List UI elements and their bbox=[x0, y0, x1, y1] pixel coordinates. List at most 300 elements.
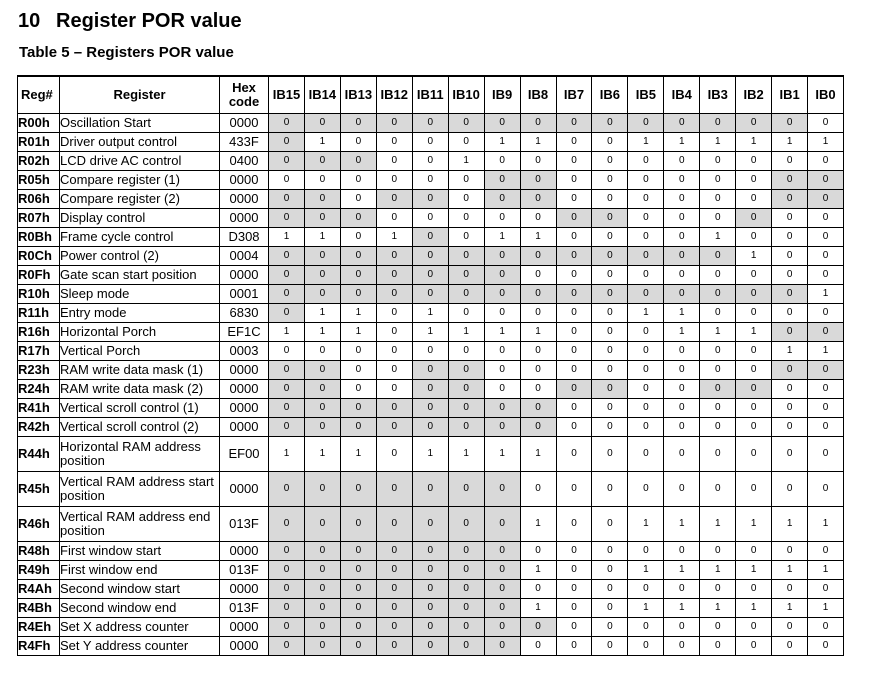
bit-cell: 0 bbox=[304, 189, 340, 208]
bit-cell: 0 bbox=[592, 598, 628, 617]
bit-cell: 1 bbox=[269, 227, 305, 246]
bit-cell: 0 bbox=[808, 189, 844, 208]
bit-cell: 0 bbox=[700, 360, 736, 379]
bit-cell: 0 bbox=[736, 265, 772, 284]
bit-cell: 0 bbox=[340, 579, 376, 598]
bit-cell: 0 bbox=[448, 617, 484, 636]
table-header-row bbox=[18, 76, 844, 113]
bit-cell: 0 bbox=[340, 189, 376, 208]
bit-cell: 0 bbox=[340, 360, 376, 379]
table-row bbox=[18, 360, 844, 379]
bit-cell: 1 bbox=[304, 303, 340, 322]
column-header-ib6: IB6 bbox=[592, 76, 628, 113]
hex-code: 0000 bbox=[220, 636, 269, 655]
hex-code: 0000 bbox=[220, 189, 269, 208]
bit-cell: 0 bbox=[340, 617, 376, 636]
bit-cell: 0 bbox=[772, 617, 808, 636]
bit-cell: 0 bbox=[736, 113, 772, 132]
hex-code: 0001 bbox=[220, 284, 269, 303]
bit-cell: 0 bbox=[520, 341, 556, 360]
bit-cell: 0 bbox=[340, 113, 376, 132]
bit-cell: 1 bbox=[808, 598, 844, 617]
table-row bbox=[18, 506, 844, 541]
bit-cell: 0 bbox=[269, 598, 305, 617]
bit-cell: 0 bbox=[484, 208, 520, 227]
table-row bbox=[18, 398, 844, 417]
bit-cell: 0 bbox=[628, 636, 664, 655]
register-name: Display control bbox=[60, 208, 220, 227]
table-row bbox=[18, 471, 844, 506]
bit-cell: 0 bbox=[772, 379, 808, 398]
bit-cell: 1 bbox=[808, 132, 844, 151]
bit-cell: 0 bbox=[484, 265, 520, 284]
bit-cell: 1 bbox=[412, 303, 448, 322]
bit-cell: 0 bbox=[269, 379, 305, 398]
bit-cell: 0 bbox=[556, 132, 592, 151]
bit-cell: 0 bbox=[772, 579, 808, 598]
bit-cell: 1 bbox=[808, 284, 844, 303]
bit-cell: 0 bbox=[736, 541, 772, 560]
register-id: R4Bh bbox=[18, 598, 60, 617]
table-row bbox=[18, 322, 844, 341]
bit-cell: 0 bbox=[556, 506, 592, 541]
bit-cell: 0 bbox=[448, 541, 484, 560]
bit-cell: 0 bbox=[376, 579, 412, 598]
bit-cell: 0 bbox=[304, 113, 340, 132]
bit-cell: 1 bbox=[736, 132, 772, 151]
bit-cell: 0 bbox=[448, 379, 484, 398]
bit-cell: 0 bbox=[448, 113, 484, 132]
column-header-ib8: IB8 bbox=[520, 76, 556, 113]
bit-cell: 0 bbox=[520, 398, 556, 417]
bit-cell: 0 bbox=[376, 398, 412, 417]
bit-cell: 0 bbox=[376, 246, 412, 265]
bit-cell: 0 bbox=[592, 360, 628, 379]
bit-cell: 1 bbox=[448, 436, 484, 471]
bit-cell: 0 bbox=[664, 471, 700, 506]
table-row bbox=[18, 227, 844, 246]
bit-cell: 0 bbox=[448, 341, 484, 360]
bit-cell: 0 bbox=[304, 636, 340, 655]
register-id: R10h bbox=[18, 284, 60, 303]
table-row bbox=[18, 265, 844, 284]
register-name: Power control (2) bbox=[60, 246, 220, 265]
bit-cell: 0 bbox=[412, 417, 448, 436]
bit-cell: 1 bbox=[772, 560, 808, 579]
bit-cell: 1 bbox=[520, 132, 556, 151]
bit-cell: 0 bbox=[376, 151, 412, 170]
register-name: Second window end bbox=[60, 598, 220, 617]
bit-cell: 0 bbox=[664, 579, 700, 598]
bit-cell: 0 bbox=[448, 506, 484, 541]
bit-cell: 0 bbox=[700, 436, 736, 471]
bit-cell: 1 bbox=[628, 598, 664, 617]
register-id: R0Fh bbox=[18, 265, 60, 284]
bit-cell: 0 bbox=[556, 151, 592, 170]
bit-cell: 1 bbox=[520, 506, 556, 541]
register-id: R4Ah bbox=[18, 579, 60, 598]
bit-cell: 1 bbox=[520, 560, 556, 579]
hex-code: 013F bbox=[220, 560, 269, 579]
bit-cell: 0 bbox=[808, 265, 844, 284]
bit-cell: 0 bbox=[448, 398, 484, 417]
bit-cell: 0 bbox=[556, 436, 592, 471]
bit-cell: 0 bbox=[412, 398, 448, 417]
bit-cell: 0 bbox=[448, 579, 484, 598]
bit-cell: 0 bbox=[736, 636, 772, 655]
bit-cell: 0 bbox=[269, 341, 305, 360]
bit-cell: 0 bbox=[628, 113, 664, 132]
register-id: R24h bbox=[18, 379, 60, 398]
bit-cell: 0 bbox=[340, 284, 376, 303]
bit-cell: 0 bbox=[592, 322, 628, 341]
register-name: Oscillation Start bbox=[60, 113, 220, 132]
bit-cell: 0 bbox=[376, 189, 412, 208]
column-header-ib4: IB4 bbox=[664, 76, 700, 113]
bit-cell: 0 bbox=[340, 379, 376, 398]
column-header-hex-code bbox=[220, 76, 269, 113]
bit-cell: 0 bbox=[556, 541, 592, 560]
bit-cell: 0 bbox=[412, 360, 448, 379]
section-title: Register POR value bbox=[56, 10, 242, 32]
bit-cell: 0 bbox=[304, 379, 340, 398]
bit-cell: 0 bbox=[808, 617, 844, 636]
bit-cell: 0 bbox=[808, 170, 844, 189]
bit-cell: 0 bbox=[700, 541, 736, 560]
bit-cell: 0 bbox=[772, 113, 808, 132]
bit-cell: 1 bbox=[628, 132, 664, 151]
bit-cell: 0 bbox=[772, 265, 808, 284]
bit-cell: 1 bbox=[269, 436, 305, 471]
column-header-ib12: IB12 bbox=[376, 76, 412, 113]
bit-cell: 0 bbox=[376, 636, 412, 655]
bit-cell: 0 bbox=[592, 284, 628, 303]
bit-cell: 0 bbox=[556, 322, 592, 341]
bit-cell: 0 bbox=[304, 541, 340, 560]
bit-cell: 0 bbox=[269, 360, 305, 379]
column-header-ib11: IB11 bbox=[412, 76, 448, 113]
column-header-ib9: IB9 bbox=[484, 76, 520, 113]
bit-cell: 0 bbox=[556, 284, 592, 303]
hex-code: 0003 bbox=[220, 341, 269, 360]
bit-cell: 0 bbox=[664, 379, 700, 398]
bit-cell: 1 bbox=[772, 506, 808, 541]
bit-cell: 0 bbox=[592, 471, 628, 506]
bit-cell: 0 bbox=[772, 436, 808, 471]
bit-cell: 0 bbox=[628, 189, 664, 208]
bit-cell: 0 bbox=[628, 617, 664, 636]
bit-cell: 0 bbox=[772, 189, 808, 208]
bit-cell: 0 bbox=[269, 113, 305, 132]
hex-code: EF1C bbox=[220, 322, 269, 341]
bit-cell: 0 bbox=[448, 227, 484, 246]
bit-cell: 1 bbox=[808, 341, 844, 360]
bit-cell: 0 bbox=[808, 417, 844, 436]
register-name: Set X address counter bbox=[60, 617, 220, 636]
bit-cell: 0 bbox=[772, 246, 808, 265]
bit-cell: 0 bbox=[269, 189, 305, 208]
register-id: R41h bbox=[18, 398, 60, 417]
bit-cell: 1 bbox=[340, 322, 376, 341]
bit-cell: 0 bbox=[376, 560, 412, 579]
bit-cell: 0 bbox=[700, 303, 736, 322]
bit-cell: 0 bbox=[484, 398, 520, 417]
table-row bbox=[18, 151, 844, 170]
bit-cell: 0 bbox=[484, 189, 520, 208]
bit-cell: 0 bbox=[700, 246, 736, 265]
hex-header-line1: Hex bbox=[232, 79, 256, 95]
bit-cell: 0 bbox=[448, 417, 484, 436]
bit-cell: 0 bbox=[628, 579, 664, 598]
bit-cell: 0 bbox=[736, 151, 772, 170]
register-id: R42h bbox=[18, 417, 60, 436]
bit-cell: 0 bbox=[664, 341, 700, 360]
bit-cell: 0 bbox=[808, 360, 844, 379]
bit-cell: 0 bbox=[700, 417, 736, 436]
bit-cell: 1 bbox=[808, 506, 844, 541]
bit-cell: 0 bbox=[664, 113, 700, 132]
bit-cell: 0 bbox=[448, 170, 484, 189]
column-header-ib3: IB3 bbox=[700, 76, 736, 113]
bit-cell: 0 bbox=[269, 398, 305, 417]
bit-cell: 0 bbox=[484, 151, 520, 170]
hex-code: 6830 bbox=[220, 303, 269, 322]
table-row bbox=[18, 617, 844, 636]
column-header-ib15: IB15 bbox=[269, 76, 305, 113]
register-name: Sleep mode bbox=[60, 284, 220, 303]
bit-cell: 0 bbox=[340, 265, 376, 284]
bit-cell: 0 bbox=[700, 398, 736, 417]
bit-cell: 0 bbox=[736, 208, 772, 227]
bit-cell: 1 bbox=[304, 132, 340, 151]
bit-cell: 0 bbox=[304, 360, 340, 379]
bit-cell: 1 bbox=[772, 341, 808, 360]
bit-cell: 0 bbox=[592, 541, 628, 560]
bit-cell: 0 bbox=[808, 322, 844, 341]
hex-header-line2: code bbox=[228, 93, 260, 109]
bit-cell: 1 bbox=[520, 322, 556, 341]
bit-cell: 0 bbox=[700, 471, 736, 506]
bit-cell: 1 bbox=[664, 322, 700, 341]
bit-cell: 0 bbox=[304, 246, 340, 265]
bit-cell: 0 bbox=[628, 284, 664, 303]
bit-cell: 0 bbox=[592, 617, 628, 636]
bit-cell: 0 bbox=[628, 436, 664, 471]
bit-cell: 0 bbox=[448, 246, 484, 265]
bit-cell: 0 bbox=[592, 560, 628, 579]
bit-cell: 0 bbox=[556, 360, 592, 379]
bit-cell: 0 bbox=[556, 471, 592, 506]
column-header-ib0: IB0 bbox=[808, 76, 844, 113]
bit-cell: 1 bbox=[340, 303, 376, 322]
bit-cell: 1 bbox=[700, 227, 736, 246]
bit-cell: 0 bbox=[520, 265, 556, 284]
bit-cell: 0 bbox=[412, 598, 448, 617]
bit-cell: 0 bbox=[340, 341, 376, 360]
bit-cell: 0 bbox=[520, 636, 556, 655]
bit-cell: 0 bbox=[592, 436, 628, 471]
register-name: Vertical Porch bbox=[60, 341, 220, 360]
bit-cell: 1 bbox=[628, 506, 664, 541]
bit-cell: 0 bbox=[664, 636, 700, 655]
bit-cell: 0 bbox=[736, 471, 772, 506]
bit-cell: 0 bbox=[269, 284, 305, 303]
bit-cell: 0 bbox=[340, 541, 376, 560]
bit-cell: 1 bbox=[772, 132, 808, 151]
bit-cell: 1 bbox=[412, 322, 448, 341]
hex-code: 0000 bbox=[220, 471, 269, 506]
table-row bbox=[18, 436, 844, 471]
bit-cell: 0 bbox=[376, 284, 412, 303]
bit-cell: 0 bbox=[376, 436, 412, 471]
bit-cell: 0 bbox=[556, 636, 592, 655]
bit-cell: 0 bbox=[412, 471, 448, 506]
bit-cell: 0 bbox=[664, 151, 700, 170]
bit-cell: 0 bbox=[628, 341, 664, 360]
bit-cell: 0 bbox=[772, 417, 808, 436]
bit-cell: 0 bbox=[484, 417, 520, 436]
bit-cell: 0 bbox=[556, 113, 592, 132]
register-name: Vertical scroll control (2) bbox=[60, 417, 220, 436]
bit-cell: 0 bbox=[304, 170, 340, 189]
bit-cell: 1 bbox=[808, 560, 844, 579]
bit-cell: 0 bbox=[412, 246, 448, 265]
bit-cell: 1 bbox=[664, 560, 700, 579]
bit-cell: 1 bbox=[664, 506, 700, 541]
bit-cell: 0 bbox=[628, 398, 664, 417]
column-header-reg: Reg# bbox=[18, 76, 60, 113]
bit-cell: 1 bbox=[520, 436, 556, 471]
bit-cell: 0 bbox=[412, 227, 448, 246]
bit-cell: 0 bbox=[340, 471, 376, 506]
register-id: R0Ch bbox=[18, 246, 60, 265]
section-heading bbox=[18, 10, 242, 33]
section-number: 10 bbox=[18, 10, 41, 32]
column-header-register: Register bbox=[60, 76, 220, 113]
table-row bbox=[18, 113, 844, 132]
bit-cell: 0 bbox=[448, 265, 484, 284]
bit-cell: 0 bbox=[592, 379, 628, 398]
bit-cell: 0 bbox=[376, 265, 412, 284]
bit-cell: 0 bbox=[628, 170, 664, 189]
bit-cell: 1 bbox=[736, 598, 772, 617]
bit-cell: 0 bbox=[808, 436, 844, 471]
bit-cell: 0 bbox=[772, 208, 808, 227]
bit-cell: 0 bbox=[592, 265, 628, 284]
bit-cell: 0 bbox=[664, 189, 700, 208]
bit-cell: 0 bbox=[628, 322, 664, 341]
bit-cell: 0 bbox=[340, 598, 376, 617]
bit-cell: 1 bbox=[448, 322, 484, 341]
bit-cell: 0 bbox=[484, 170, 520, 189]
bit-cell: 0 bbox=[772, 227, 808, 246]
bit-cell: 0 bbox=[592, 151, 628, 170]
register-name: Frame cycle control bbox=[60, 227, 220, 246]
bit-cell: 0 bbox=[304, 560, 340, 579]
bit-cell: 0 bbox=[269, 579, 305, 598]
bit-cell: 0 bbox=[736, 579, 772, 598]
column-header-ib14: IB14 bbox=[304, 76, 340, 113]
column-header-ib2: IB2 bbox=[736, 76, 772, 113]
column-header-ib1: IB1 bbox=[772, 76, 808, 113]
bit-cell: 0 bbox=[412, 341, 448, 360]
bit-cell: 0 bbox=[412, 636, 448, 655]
bit-cell: 1 bbox=[412, 436, 448, 471]
bit-cell: 0 bbox=[269, 208, 305, 227]
bit-cell: 0 bbox=[412, 208, 448, 227]
bit-cell: 1 bbox=[520, 227, 556, 246]
table-row bbox=[18, 284, 844, 303]
bit-cell: 0 bbox=[736, 417, 772, 436]
bit-cell: 1 bbox=[736, 322, 772, 341]
bit-cell: 0 bbox=[304, 208, 340, 227]
bit-cell: 0 bbox=[700, 170, 736, 189]
bit-cell: 0 bbox=[448, 189, 484, 208]
bit-cell: 0 bbox=[520, 189, 556, 208]
bit-cell: 0 bbox=[520, 579, 556, 598]
bit-cell: 0 bbox=[484, 579, 520, 598]
bit-cell: 0 bbox=[592, 417, 628, 436]
bit-cell: 0 bbox=[269, 636, 305, 655]
bit-cell: 0 bbox=[340, 417, 376, 436]
bit-cell: 0 bbox=[736, 284, 772, 303]
bit-cell: 0 bbox=[484, 636, 520, 655]
bit-cell: 0 bbox=[628, 227, 664, 246]
bit-cell: 0 bbox=[592, 113, 628, 132]
bit-cell: 0 bbox=[772, 170, 808, 189]
bit-cell: 0 bbox=[304, 598, 340, 617]
bit-cell: 0 bbox=[412, 284, 448, 303]
bit-cell: 0 bbox=[592, 132, 628, 151]
bit-cell: 0 bbox=[700, 379, 736, 398]
bit-cell: 0 bbox=[269, 170, 305, 189]
bit-cell: 0 bbox=[269, 560, 305, 579]
bit-cell: 0 bbox=[772, 303, 808, 322]
bit-cell: 0 bbox=[808, 303, 844, 322]
bit-cell: 0 bbox=[269, 506, 305, 541]
bit-cell: 0 bbox=[376, 170, 412, 189]
bit-cell: 0 bbox=[736, 189, 772, 208]
bit-cell: 0 bbox=[376, 341, 412, 360]
bit-cell: 0 bbox=[664, 265, 700, 284]
bit-cell: 0 bbox=[736, 170, 772, 189]
bit-cell: 0 bbox=[700, 284, 736, 303]
register-id: R16h bbox=[18, 322, 60, 341]
register-id: R45h bbox=[18, 471, 60, 506]
bit-cell: 0 bbox=[556, 398, 592, 417]
bit-cell: 0 bbox=[700, 151, 736, 170]
bit-cell: 0 bbox=[736, 360, 772, 379]
bit-cell: 1 bbox=[484, 322, 520, 341]
register-name: RAM write data mask (2) bbox=[60, 379, 220, 398]
hex-code: 0000 bbox=[220, 208, 269, 227]
bit-cell: 0 bbox=[808, 208, 844, 227]
bit-cell: 0 bbox=[700, 636, 736, 655]
bit-cell: 0 bbox=[304, 151, 340, 170]
table-row bbox=[18, 541, 844, 560]
bit-cell: 0 bbox=[340, 506, 376, 541]
bit-cell: 0 bbox=[376, 208, 412, 227]
bit-cell: 0 bbox=[808, 151, 844, 170]
register-id: R49h bbox=[18, 560, 60, 579]
bit-cell: 0 bbox=[628, 541, 664, 560]
bit-cell: 0 bbox=[304, 284, 340, 303]
bit-cell: 0 bbox=[520, 617, 556, 636]
bit-cell: 0 bbox=[556, 341, 592, 360]
hex-code: EF00 bbox=[220, 436, 269, 471]
hex-code: 0000 bbox=[220, 360, 269, 379]
register-id: R11h bbox=[18, 303, 60, 322]
